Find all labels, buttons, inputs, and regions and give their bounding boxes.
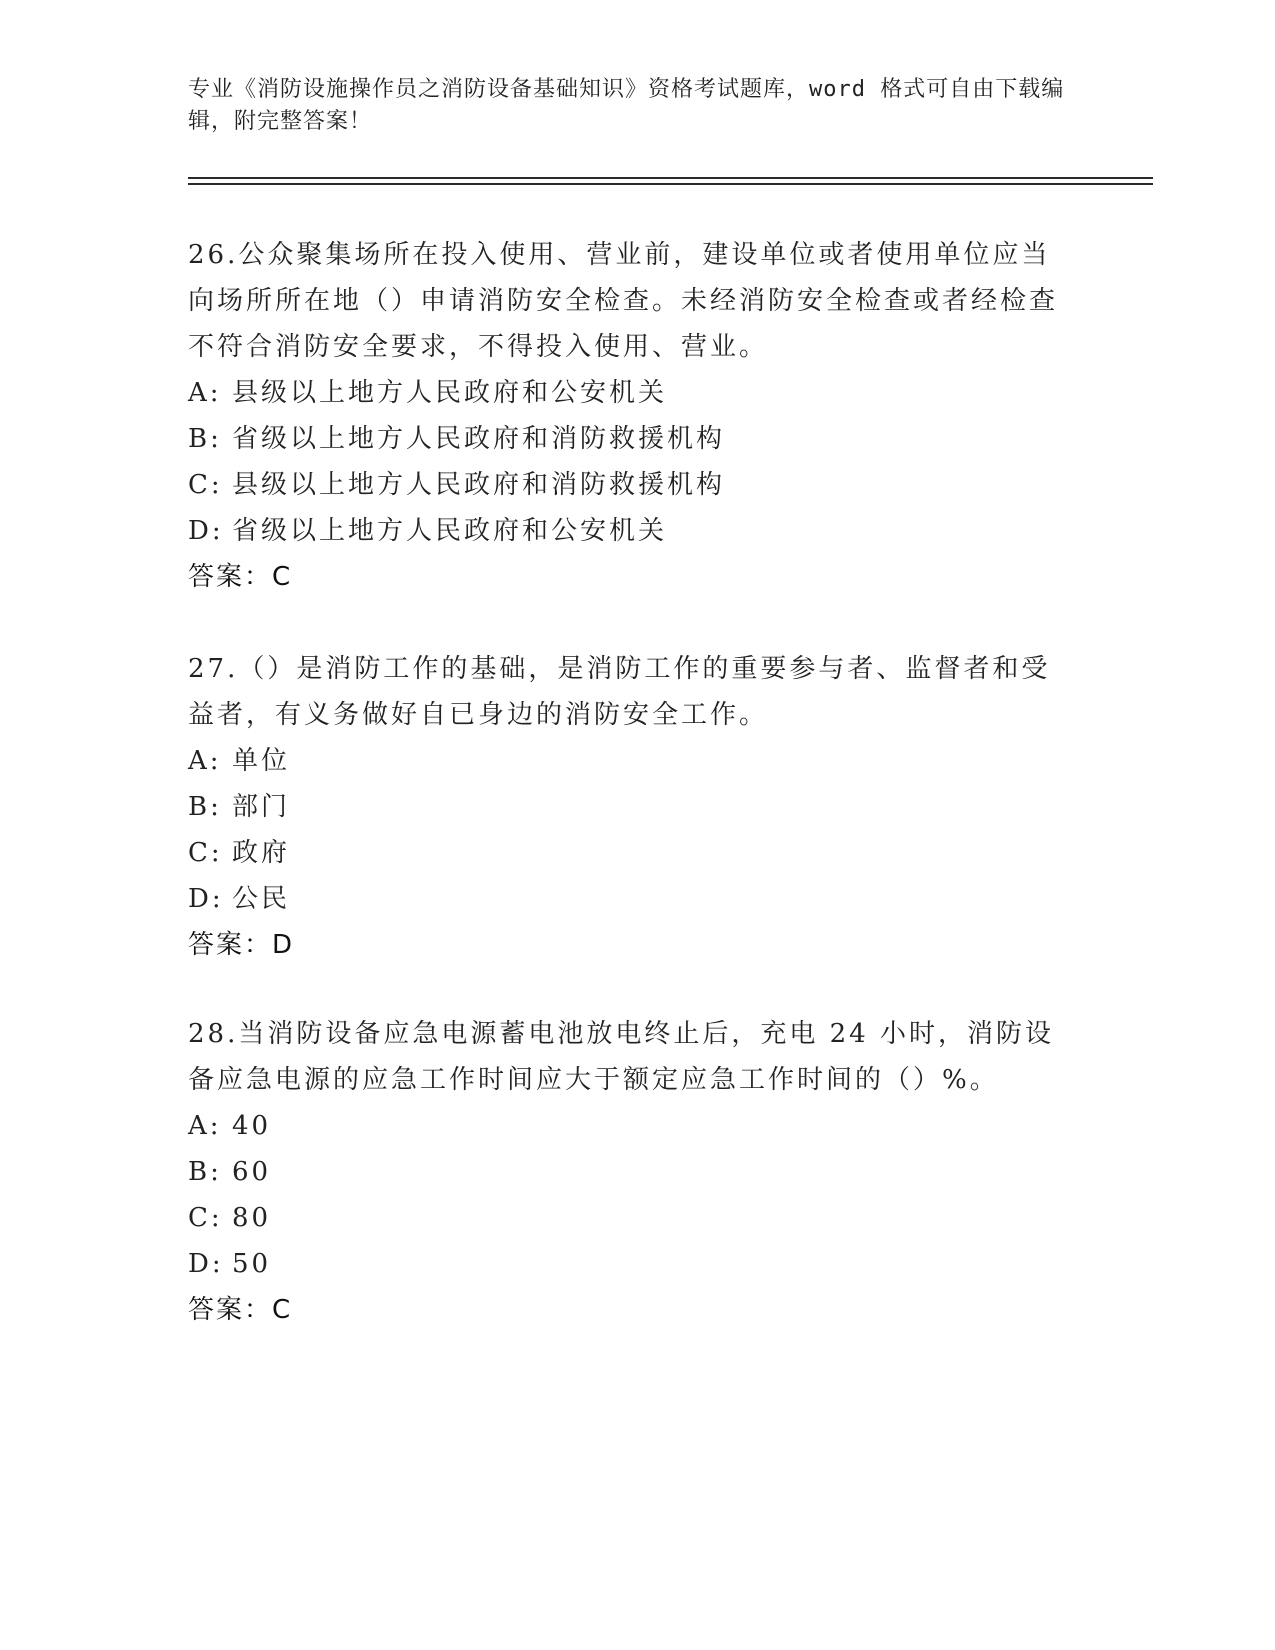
option-d [188, 1241, 1078, 1287]
option-letter: D: [188, 516, 224, 546]
option-letter: A: [188, 378, 222, 408]
option-letter: C: [188, 470, 223, 500]
question-27 [188, 646, 1078, 968]
header-rule-top [188, 177, 1153, 179]
option-b [188, 1149, 1078, 1195]
option-b [188, 784, 1078, 830]
option-text: 单位 [232, 746, 291, 776]
option-letter: A: [188, 1111, 222, 1141]
option-letter: D: [188, 884, 224, 914]
option-text: 80 [232, 1203, 272, 1233]
option-letter: B: [188, 1157, 222, 1187]
option-text: 县级以上地方人民政府和公安机关 [232, 378, 668, 408]
option-a [188, 738, 1078, 784]
option-letter: B: [188, 792, 222, 822]
option-a [188, 1103, 1078, 1149]
option-text: 50 [232, 1249, 272, 1279]
option-c [188, 462, 1078, 508]
option-text: 60 [232, 1157, 272, 1187]
option-letter: C: [188, 838, 223, 868]
option-text: 公民 [232, 884, 291, 914]
question-stem: 26.公众聚集场所在投入使用、营业前，建设单位或者使用单位应当向场所所在地（）申请消防安全检查。未经消防安全检查或者经检查不符合消防安全要求，不得投入使用、营业。 [188, 240, 1059, 362]
document-header: 专业《消防设施操作员之消防设备基础知识》资格考试题库，word 格式可自由下载编辑，附完整答案！ [188, 77, 1065, 134]
option-c [188, 1195, 1078, 1241]
option-letter: C: [188, 1203, 223, 1233]
option-letter: A: [188, 746, 222, 776]
option-c [188, 830, 1078, 876]
option-b [188, 416, 1078, 462]
header-rule-bottom [188, 183, 1153, 185]
option-text: 省级以上地方人民政府和公安机关 [232, 516, 668, 546]
option-d [188, 508, 1078, 554]
question-26 [188, 232, 1078, 600]
option-letter: B: [188, 424, 222, 454]
option-text: 政府 [232, 838, 291, 868]
option-letter: D: [188, 1249, 224, 1279]
answer-line: 答案：C [188, 1295, 293, 1325]
option-d [188, 876, 1078, 922]
question-stem: 28.当消防设备应急电源蓄电池放电终止后，充电 24 小时，消防设备应急电源的应急工作时间应大于额定应急工作时间的（）%。 [188, 1019, 1054, 1095]
option-a [188, 370, 1078, 416]
question-28 [188, 1011, 1078, 1333]
option-text: 省级以上地方人民政府和消防救援机构 [232, 424, 726, 454]
option-text: 40 [232, 1111, 272, 1141]
answer-line: 答案：D [188, 930, 295, 960]
option-text: 部门 [232, 792, 291, 822]
option-text: 县级以上地方人民政府和消防救援机构 [232, 470, 726, 500]
question-stem: 27.（）是消防工作的基础，是消防工作的重要参与者、监督者和受益者，有义务做好自已身边的消防安全工作。 [188, 654, 1051, 730]
answer-line: 答案：C [188, 562, 293, 592]
